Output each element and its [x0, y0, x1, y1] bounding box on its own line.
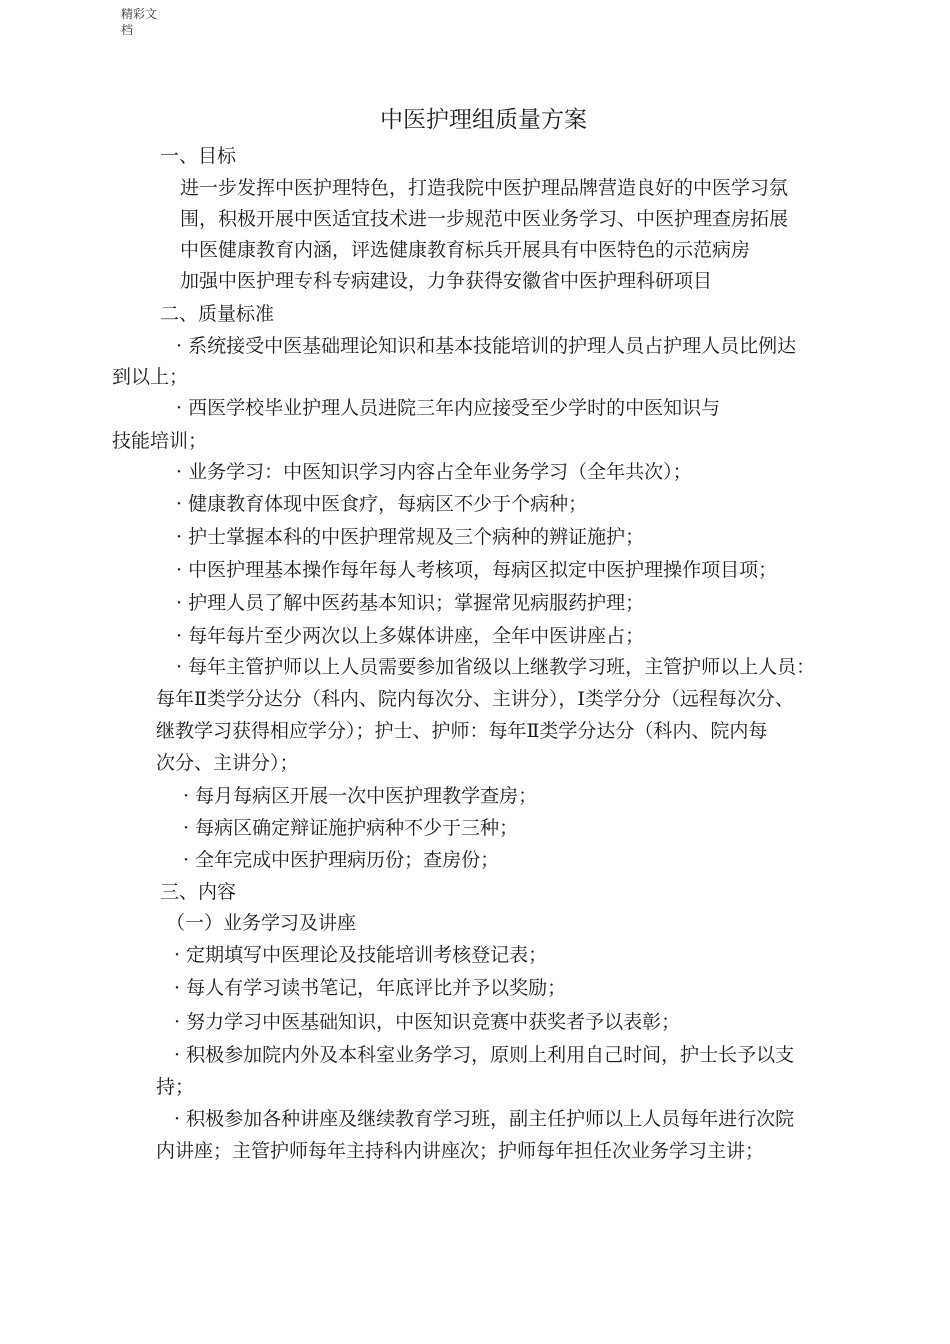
section-heading-goals: 一、目标: [160, 145, 237, 167]
standard-line: 技能培训；: [112, 430, 208, 452]
standard-line: · 护理人员了解中医药基本知识；掌握常见病服药护理；: [176, 592, 645, 614]
header-line-1: 精彩文: [121, 7, 158, 21]
content-line: · 努力学习中医基础知识，中医知识竞赛中获奖者予以表彰；: [174, 1011, 681, 1033]
goal-line: 围，积极开展中医适宜技术进一步规范中医业务学习、中医护理查房拓展: [180, 208, 789, 230]
content-line: 内讲座；主管护师每年主持科内讲座次；护师每年担任次业务学习主讲；: [156, 1140, 765, 1162]
subsection-heading: （一）业务学习及讲座: [166, 912, 357, 934]
section-heading-content: 三、内容: [160, 881, 237, 903]
standard-line: 次分、主讲分）；: [156, 752, 299, 774]
standard-line: · 每病区确定辩证施护病种不少于三种；: [183, 817, 519, 839]
standard-line: · 护士掌握本科的中医护理常规及三个病种的辨证施护；: [176, 526, 645, 548]
standard-line: 到以上；: [112, 366, 189, 388]
standard-line: 继教学习获得相应学分）；护士、护师：每年Ⅱ类学分达分（科内、院内每: [156, 720, 768, 742]
section-heading-standards: 二、质量标准: [160, 303, 275, 325]
standard-line: · 每年每片至少两次以上多媒体讲座，全年中医讲座占；: [176, 625, 645, 647]
content-line: · 积极参加各种讲座及继续教育学习班，副主任护师以上人员每年进行次院: [174, 1108, 795, 1130]
standard-line: · 健康教育体现中医食疗，每病区不少于个病种；: [176, 493, 588, 515]
goal-line: 进一步发挥中医护理特色，打造我院中医护理品牌营造良好的中医学习氛: [180, 177, 789, 199]
goal-line: 加强中医护理专科专病建设，力争获得安徽省中医护理科研项目: [180, 270, 713, 292]
content-line: · 每人有学习读书笔记，年底评比并予以奖励；: [174, 977, 567, 999]
standard-line: · 全年完成中医护理病历份；查房份；: [183, 849, 500, 871]
header-line-2: 档: [121, 23, 134, 37]
standard-line: · 每月每病区开展一次中医护理教学查房；: [183, 785, 538, 807]
content-line: 持；: [156, 1076, 195, 1098]
standard-line: · 系统接受中医基础理论知识和基本技能培训的护理人员占护理人员比例达: [176, 335, 797, 357]
standard-line: · 西医学校毕业护理人员进院三年内应接受至少学时的中医知识与: [176, 397, 721, 419]
goal-line: 中医健康教育内涵，评选健康教育标兵开展具有中医特色的示范病房: [180, 239, 751, 261]
standard-line: · 业务学习：中医知识学习内容占全年业务学习（全年共次）；: [176, 461, 692, 483]
standard-line: 每年Ⅱ类学分达分（科内、院内每次分、主讲分），Ⅰ类学分分（远程每次分、: [156, 688, 794, 710]
content-line: · 定期填写中医理论及技能培训考核登记表；: [174, 944, 548, 966]
standard-line: · 中医护理基本操作每年每人考核项，每病区拟定中医护理操作项目项；: [176, 559, 778, 581]
document-title: 中医护理组质量方案: [380, 107, 587, 133]
standard-line: · 每年主管护师以上人员需要参加省级以上继教学习班，主管护师以上人员：: [176, 656, 816, 678]
content-line: · 积极参加院内外及本科室业务学习，原则上利用自己时间，护士长予以支: [174, 1044, 795, 1066]
